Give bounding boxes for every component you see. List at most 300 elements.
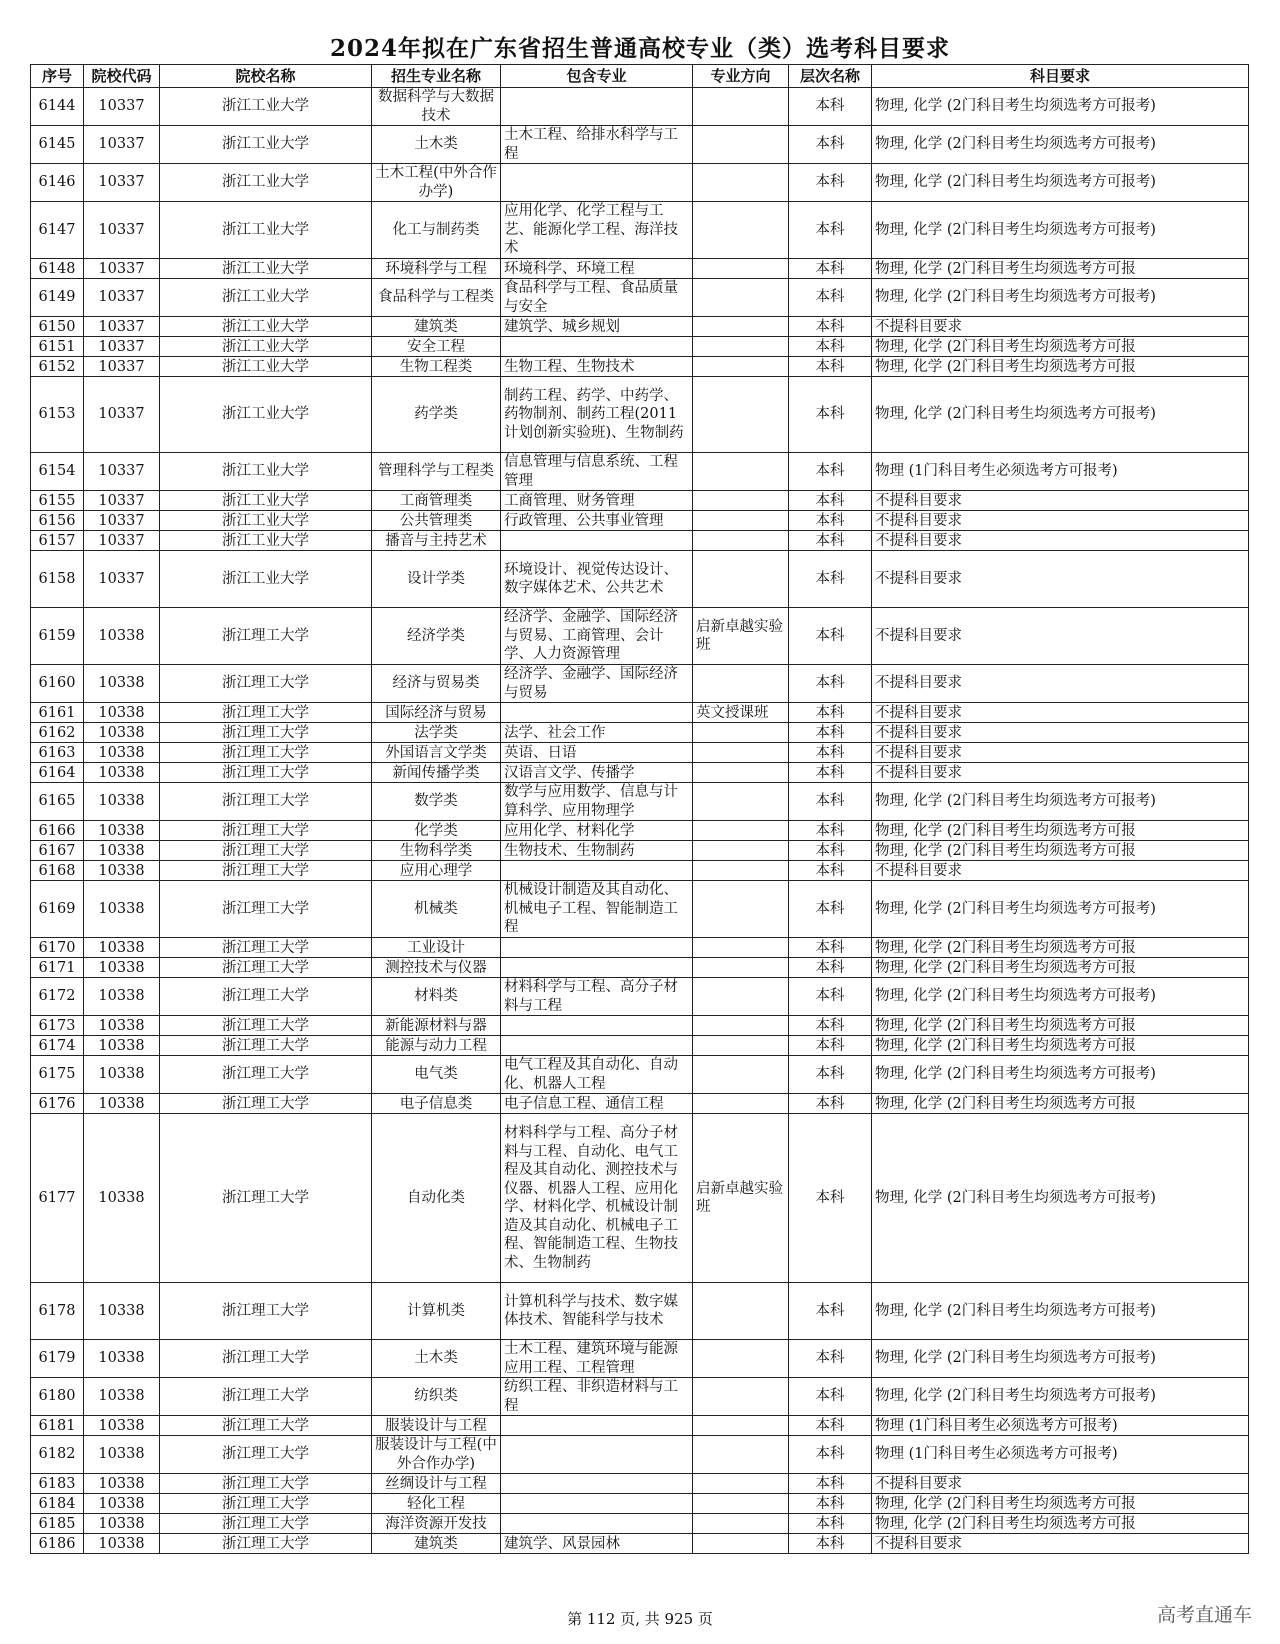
cell-code: 10337 bbox=[84, 491, 160, 511]
cell-level: 本科 bbox=[789, 1436, 872, 1474]
cell-includes bbox=[501, 88, 693, 126]
cell-seq: 6181 bbox=[31, 1416, 84, 1436]
cell-code: 10338 bbox=[84, 1094, 160, 1114]
cell-major: 生物科学类 bbox=[372, 841, 501, 861]
cell-school: 浙江理工大学 bbox=[160, 1494, 372, 1514]
cell-includes: 纺织工程、非织造材料与工程 bbox=[501, 1378, 693, 1416]
cell-direction: 英文授课班 bbox=[693, 703, 789, 723]
cell-major: 新能源材料与器 bbox=[372, 1016, 501, 1036]
cell-major: 机械类 bbox=[372, 881, 501, 938]
cell-school: 浙江工业大学 bbox=[160, 164, 372, 202]
cell-level: 本科 bbox=[789, 259, 872, 279]
cell-major: 建筑类 bbox=[372, 317, 501, 337]
cell-level: 本科 bbox=[789, 202, 872, 259]
cell-direction: 启新卓越实验班 bbox=[693, 608, 789, 665]
cell-code: 10337 bbox=[84, 88, 160, 126]
cell-req: 物理, 化学 (2门科目考生均须选考方可报 bbox=[872, 337, 1249, 357]
cell-major: 电气类 bbox=[372, 1056, 501, 1094]
cell-req: 物理, 化学 (2门科目考生均须选考方可报考) bbox=[872, 1056, 1249, 1094]
cell-req: 物理, 化学 (2门科目考生均须选考方可报考) bbox=[872, 881, 1249, 938]
cell-code: 10338 bbox=[84, 1534, 160, 1554]
cell-school: 浙江理工大学 bbox=[160, 1340, 372, 1378]
cell-seq: 6160 bbox=[31, 665, 84, 703]
cell-level: 本科 bbox=[789, 1514, 872, 1534]
cell-seq: 6150 bbox=[31, 317, 84, 337]
cell-level: 本科 bbox=[789, 491, 872, 511]
cell-seq: 6184 bbox=[31, 1494, 84, 1514]
cell-level: 本科 bbox=[789, 126, 872, 164]
cell-school: 浙江工业大学 bbox=[160, 491, 372, 511]
cell-includes bbox=[501, 531, 693, 551]
cell-direction bbox=[693, 531, 789, 551]
cell-major: 丝绸设计与工程 bbox=[372, 1474, 501, 1494]
cell-school: 浙江工业大学 bbox=[160, 357, 372, 377]
cell-school: 浙江理工大学 bbox=[160, 1416, 372, 1436]
table-row bbox=[31, 1016, 1249, 1036]
cell-level: 本科 bbox=[789, 1036, 872, 1056]
cell-school: 浙江理工大学 bbox=[160, 1016, 372, 1036]
cell-major: 管理科学与工程类 bbox=[372, 453, 501, 491]
cell-includes: 工商管理、财务管理 bbox=[501, 491, 693, 511]
cell-req: 物理, 化学 (2门科目考生均须选考方可报考) bbox=[872, 202, 1249, 259]
cell-seq: 6159 bbox=[31, 608, 84, 665]
cell-major: 测控技术与仪器 bbox=[372, 958, 501, 978]
cell-level: 本科 bbox=[789, 1016, 872, 1036]
cell-level: 本科 bbox=[789, 279, 872, 317]
col-header-level: 层次名称 bbox=[789, 65, 872, 88]
cell-req: 物理 (1门科目考生必须选考方可报考) bbox=[872, 1436, 1249, 1474]
cell-includes: 电子信息工程、通信工程 bbox=[501, 1094, 693, 1114]
table-row bbox=[31, 783, 1249, 821]
cell-includes: 信息管理与信息系统、工程管理 bbox=[501, 453, 693, 491]
cell-level: 本科 bbox=[789, 1094, 872, 1114]
cell-school: 浙江理工大学 bbox=[160, 861, 372, 881]
cell-req: 物理, 化学 (2门科目考生均须选考方可报 bbox=[872, 1494, 1249, 1514]
cell-major: 工商管理类 bbox=[372, 491, 501, 511]
cell-seq: 6153 bbox=[31, 377, 84, 453]
cell-direction bbox=[693, 453, 789, 491]
cell-code: 10338 bbox=[84, 1056, 160, 1094]
cell-major: 服装设计与工程(中外合作办学) bbox=[372, 1436, 501, 1474]
cell-major: 新闻传播学类 bbox=[372, 763, 501, 783]
cell-seq: 6148 bbox=[31, 259, 84, 279]
cell-level: 本科 bbox=[789, 763, 872, 783]
cell-includes bbox=[501, 958, 693, 978]
cell-level: 本科 bbox=[789, 164, 872, 202]
cell-seq: 6152 bbox=[31, 357, 84, 377]
cell-code: 10338 bbox=[84, 1474, 160, 1494]
cell-level: 本科 bbox=[789, 357, 872, 377]
table-row bbox=[31, 743, 1249, 763]
cell-school: 浙江理工大学 bbox=[160, 1378, 372, 1416]
table-row bbox=[31, 1056, 1249, 1094]
table-row bbox=[31, 1340, 1249, 1378]
cell-req: 不提科目要求 bbox=[872, 491, 1249, 511]
table-row bbox=[31, 608, 1249, 665]
table-row bbox=[31, 551, 1249, 608]
cell-major: 数学类 bbox=[372, 783, 501, 821]
cell-seq: 6177 bbox=[31, 1114, 84, 1283]
cell-includes: 行政管理、公共事业管理 bbox=[501, 511, 693, 531]
cell-includes bbox=[501, 1436, 693, 1474]
cell-seq: 6155 bbox=[31, 491, 84, 511]
cell-req: 不提科目要求 bbox=[872, 723, 1249, 743]
col-header-major: 招生专业名称 bbox=[372, 65, 501, 88]
cell-seq: 6156 bbox=[31, 511, 84, 531]
cell-school: 浙江工业大学 bbox=[160, 88, 372, 126]
cell-major: 生物工程类 bbox=[372, 357, 501, 377]
cell-direction bbox=[693, 978, 789, 1016]
cell-seq: 6161 bbox=[31, 703, 84, 723]
cell-seq: 6149 bbox=[31, 279, 84, 317]
cell-req: 物理, 化学 (2门科目考生均须选考方可报 bbox=[872, 938, 1249, 958]
cell-direction bbox=[693, 1436, 789, 1474]
cell-code: 10338 bbox=[84, 743, 160, 763]
cell-includes: 材料科学与工程、高分子材料与工程、自动化、电气工程及其自动化、测控技术与仪器、机器人工程、应用化学、材料化学、机械设计制造及其自动化、机械电子工程、智能制造工程、生物技术、生物制药 bbox=[501, 1114, 693, 1283]
cell-major: 服装设计与工程 bbox=[372, 1416, 501, 1436]
cell-direction bbox=[693, 511, 789, 531]
cell-seq: 6166 bbox=[31, 821, 84, 841]
cell-level: 本科 bbox=[789, 377, 872, 453]
cell-code: 10338 bbox=[84, 938, 160, 958]
cell-includes: 法学、社会工作 bbox=[501, 723, 693, 743]
cell-major: 设计学类 bbox=[372, 551, 501, 608]
cell-seq: 6144 bbox=[31, 88, 84, 126]
cell-code: 10338 bbox=[84, 881, 160, 938]
cell-code: 10338 bbox=[84, 723, 160, 743]
cell-direction bbox=[693, 881, 789, 938]
cell-major: 化学类 bbox=[372, 821, 501, 841]
cell-includes: 汉语言文学、传播学 bbox=[501, 763, 693, 783]
cell-code: 10338 bbox=[84, 1378, 160, 1416]
table-row bbox=[31, 938, 1249, 958]
cell-seq: 6186 bbox=[31, 1534, 84, 1554]
cell-major: 食品科学与工程类 bbox=[372, 279, 501, 317]
cell-level: 本科 bbox=[789, 337, 872, 357]
cell-code: 10338 bbox=[84, 665, 160, 703]
cell-school: 浙江理工大学 bbox=[160, 938, 372, 958]
cell-major: 安全工程 bbox=[372, 337, 501, 357]
cell-major: 播音与主持艺术 bbox=[372, 531, 501, 551]
table-row bbox=[31, 763, 1249, 783]
cell-includes: 数学与应用数学、信息与计算科学、应用物理学 bbox=[501, 783, 693, 821]
cell-school: 浙江理工大学 bbox=[160, 723, 372, 743]
table-row bbox=[31, 337, 1249, 357]
cell-direction bbox=[693, 337, 789, 357]
cell-school: 浙江理工大学 bbox=[160, 763, 372, 783]
table-row bbox=[31, 821, 1249, 841]
cell-includes: 应用化学、材料化学 bbox=[501, 821, 693, 841]
cell-level: 本科 bbox=[789, 531, 872, 551]
cell-school: 浙江理工大学 bbox=[160, 665, 372, 703]
cell-direction bbox=[693, 1056, 789, 1094]
cell-major: 土木工程(中外合作办学) bbox=[372, 164, 501, 202]
cell-direction bbox=[693, 202, 789, 259]
cell-school: 浙江理工大学 bbox=[160, 1114, 372, 1283]
cell-level: 本科 bbox=[789, 1056, 872, 1094]
cell-code: 10337 bbox=[84, 202, 160, 259]
cell-seq: 6171 bbox=[31, 958, 84, 978]
cell-code: 10337 bbox=[84, 453, 160, 491]
cell-code: 10337 bbox=[84, 164, 160, 202]
cell-req: 不提科目要求 bbox=[872, 551, 1249, 608]
cell-major: 纺织类 bbox=[372, 1378, 501, 1416]
cell-code: 10338 bbox=[84, 763, 160, 783]
cell-includes: 电气工程及其自动化、自动化、机器人工程 bbox=[501, 1056, 693, 1094]
page-footer: 第 112 页, 共 925 页 bbox=[567, 1610, 713, 1628]
cell-major: 药学类 bbox=[372, 377, 501, 453]
cell-major: 建筑类 bbox=[372, 1534, 501, 1554]
cell-major: 化工与制药类 bbox=[372, 202, 501, 259]
cell-school: 浙江工业大学 bbox=[160, 551, 372, 608]
cell-code: 10338 bbox=[84, 1416, 160, 1436]
cell-direction bbox=[693, 1283, 789, 1340]
cell-code: 10338 bbox=[84, 1494, 160, 1514]
cell-seq: 6169 bbox=[31, 881, 84, 938]
table-row bbox=[31, 1283, 1249, 1340]
cell-seq: 6176 bbox=[31, 1094, 84, 1114]
col-header-seq: 序号 bbox=[31, 65, 84, 88]
cell-req: 物理, 化学 (2门科目考生均须选考方可报 bbox=[872, 841, 1249, 861]
col-header-code: 院校代码 bbox=[84, 65, 160, 88]
table-row bbox=[31, 958, 1249, 978]
cell-code: 10338 bbox=[84, 978, 160, 1016]
cell-direction bbox=[693, 1016, 789, 1036]
cell-school: 浙江理工大学 bbox=[160, 958, 372, 978]
cell-req: 物理, 化学 (2门科目考生均须选考方可报 bbox=[872, 357, 1249, 377]
cell-req: 物理, 化学 (2门科目考生均须选考方可报考) bbox=[872, 88, 1249, 126]
cell-direction bbox=[693, 164, 789, 202]
cell-level: 本科 bbox=[789, 665, 872, 703]
cell-major: 能源与动力工程 bbox=[372, 1036, 501, 1056]
cell-level: 本科 bbox=[789, 511, 872, 531]
cell-code: 10338 bbox=[84, 1283, 160, 1340]
cell-direction bbox=[693, 821, 789, 841]
cell-includes: 材料科学与工程、高分子材料与工程 bbox=[501, 978, 693, 1016]
cell-level: 本科 bbox=[789, 841, 872, 861]
cell-req: 物理, 化学 (2门科目考生均须选考方可报考) bbox=[872, 978, 1249, 1016]
table-row bbox=[31, 1494, 1249, 1514]
table-row bbox=[31, 1416, 1249, 1436]
cell-school: 浙江理工大学 bbox=[160, 978, 372, 1016]
cell-code: 10337 bbox=[84, 279, 160, 317]
cell-school: 浙江理工大学 bbox=[160, 841, 372, 861]
cell-school: 浙江工业大学 bbox=[160, 202, 372, 259]
cell-includes: 应用化学、化学工程与工艺、能源化学工程、海洋技术 bbox=[501, 202, 693, 259]
cell-direction bbox=[693, 126, 789, 164]
cell-direction bbox=[693, 763, 789, 783]
cell-req: 物理, 化学 (2门科目考生均须选考方可报 bbox=[872, 1514, 1249, 1534]
cell-level: 本科 bbox=[789, 1494, 872, 1514]
cell-direction bbox=[693, 377, 789, 453]
cell-code: 10338 bbox=[84, 703, 160, 723]
table-row bbox=[31, 88, 1249, 126]
cell-code: 10338 bbox=[84, 1514, 160, 1534]
cell-req: 物理 (1门科目考生必须选考方可报考) bbox=[872, 453, 1249, 491]
cell-includes bbox=[501, 1494, 693, 1514]
cell-major: 应用心理学 bbox=[372, 861, 501, 881]
cell-includes: 计算机科学与技术、数字媒体技术、智能科学与技术 bbox=[501, 1283, 693, 1340]
cell-direction bbox=[693, 357, 789, 377]
cell-code: 10338 bbox=[84, 958, 160, 978]
cell-seq: 6170 bbox=[31, 938, 84, 958]
cell-school: 浙江理工大学 bbox=[160, 881, 372, 938]
cell-seq: 6163 bbox=[31, 743, 84, 763]
cell-req: 不提科目要求 bbox=[872, 317, 1249, 337]
table-row bbox=[31, 1094, 1249, 1114]
cell-direction bbox=[693, 88, 789, 126]
cell-req: 物理, 化学 (2门科目考生均须选考方可报考) bbox=[872, 783, 1249, 821]
cell-direction bbox=[693, 1378, 789, 1416]
cell-direction bbox=[693, 1094, 789, 1114]
cell-req: 不提科目要求 bbox=[872, 1474, 1249, 1494]
cell-direction bbox=[693, 1340, 789, 1378]
table-row bbox=[31, 453, 1249, 491]
cell-req: 物理, 化学 (2门科目考生均须选考方可报考) bbox=[872, 1340, 1249, 1378]
col-header-school: 院校名称 bbox=[160, 65, 372, 88]
cell-major: 自动化类 bbox=[372, 1114, 501, 1283]
cell-code: 10338 bbox=[84, 861, 160, 881]
table-header-row bbox=[31, 65, 1249, 88]
cell-seq: 6151 bbox=[31, 337, 84, 357]
table-row bbox=[31, 491, 1249, 511]
cell-level: 本科 bbox=[789, 1474, 872, 1494]
cell-req: 不提科目要求 bbox=[872, 531, 1249, 551]
cell-includes: 食品科学与工程、食品质量与安全 bbox=[501, 279, 693, 317]
cell-includes: 生物技术、生物制药 bbox=[501, 841, 693, 861]
cell-seq: 6185 bbox=[31, 1514, 84, 1534]
cell-code: 10337 bbox=[84, 259, 160, 279]
cell-includes: 经济学、金融学、国际经济与贸易 bbox=[501, 665, 693, 703]
cell-seq: 6175 bbox=[31, 1056, 84, 1094]
cell-school: 浙江工业大学 bbox=[160, 126, 372, 164]
cell-code: 10337 bbox=[84, 551, 160, 608]
cell-school: 浙江理工大学 bbox=[160, 743, 372, 763]
cell-req: 物理, 化学 (2门科目考生均须选考方可报 bbox=[872, 958, 1249, 978]
cell-seq: 6145 bbox=[31, 126, 84, 164]
cell-major: 计算机类 bbox=[372, 1283, 501, 1340]
cell-seq: 6179 bbox=[31, 1340, 84, 1378]
cell-seq: 6172 bbox=[31, 978, 84, 1016]
col-header-includes: 包含专业 bbox=[501, 65, 693, 88]
cell-school: 浙江理工大学 bbox=[160, 1036, 372, 1056]
cell-major: 环境科学与工程 bbox=[372, 259, 501, 279]
cell-req: 物理, 化学 (2门科目考生均须选考方可报考) bbox=[872, 126, 1249, 164]
cell-major: 经济学类 bbox=[372, 608, 501, 665]
cell-major: 工业设计 bbox=[372, 938, 501, 958]
cell-req: 物理, 化学 (2门科目考生均须选考方可报 bbox=[872, 1036, 1249, 1056]
cell-direction bbox=[693, 1474, 789, 1494]
cell-code: 10337 bbox=[84, 357, 160, 377]
cell-includes: 建筑学、风景园林 bbox=[501, 1534, 693, 1554]
table-row bbox=[31, 723, 1249, 743]
table-row bbox=[31, 1036, 1249, 1056]
cell-req: 不提科目要求 bbox=[872, 608, 1249, 665]
cell-includes bbox=[501, 1036, 693, 1056]
cell-req: 不提科目要求 bbox=[872, 703, 1249, 723]
cell-includes bbox=[501, 1016, 693, 1036]
cell-req: 物理, 化学 (2门科目考生均须选考方可报考) bbox=[872, 1378, 1249, 1416]
table-row bbox=[31, 511, 1249, 531]
cell-level: 本科 bbox=[789, 608, 872, 665]
table-row bbox=[31, 531, 1249, 551]
cell-seq: 6174 bbox=[31, 1036, 84, 1056]
cell-school: 浙江工业大学 bbox=[160, 259, 372, 279]
cell-seq: 6146 bbox=[31, 164, 84, 202]
cell-seq: 6178 bbox=[31, 1283, 84, 1340]
cell-req: 不提科目要求 bbox=[872, 743, 1249, 763]
cell-direction bbox=[693, 958, 789, 978]
cell-school: 浙江工业大学 bbox=[160, 453, 372, 491]
cell-req: 物理, 化学 (2门科目考生均须选考方可报考) bbox=[872, 279, 1249, 317]
cell-seq: 6168 bbox=[31, 861, 84, 881]
cell-direction bbox=[693, 938, 789, 958]
cell-school: 浙江工业大学 bbox=[160, 317, 372, 337]
table-row bbox=[31, 841, 1249, 861]
cell-school: 浙江理工大学 bbox=[160, 1283, 372, 1340]
table-row bbox=[31, 317, 1249, 337]
cell-seq: 6173 bbox=[31, 1016, 84, 1036]
cell-school: 浙江理工大学 bbox=[160, 1056, 372, 1094]
cell-level: 本科 bbox=[789, 1378, 872, 1416]
cell-includes: 建筑学、城乡规划 bbox=[501, 317, 693, 337]
cell-direction bbox=[693, 1494, 789, 1514]
cell-major: 外国语言文学类 bbox=[372, 743, 501, 763]
cell-major: 轻化工程 bbox=[372, 1494, 501, 1514]
col-header-direction: 专业方向 bbox=[693, 65, 789, 88]
cell-req: 物理, 化学 (2门科目考生均须选考方可报考) bbox=[872, 377, 1249, 453]
cell-req: 不提科目要求 bbox=[872, 511, 1249, 531]
cell-includes: 环境科学、环境工程 bbox=[501, 259, 693, 279]
page-title: 2024年拟在广东省招生普通高校专业（类）选考科目要求 bbox=[329, 35, 950, 62]
col-header-requirement: 科目要求 bbox=[872, 65, 1249, 88]
table-row bbox=[31, 1114, 1249, 1283]
cell-direction bbox=[693, 317, 789, 337]
cell-code: 10338 bbox=[84, 1340, 160, 1378]
cell-direction bbox=[693, 841, 789, 861]
cell-code: 10338 bbox=[84, 841, 160, 861]
cell-major: 数据科学与大数据技术 bbox=[372, 88, 501, 126]
cell-direction bbox=[693, 723, 789, 743]
cell-school: 浙江理工大学 bbox=[160, 1534, 372, 1554]
cell-direction bbox=[693, 861, 789, 881]
cell-code: 10338 bbox=[84, 608, 160, 665]
cell-code: 10338 bbox=[84, 1436, 160, 1474]
cell-level: 本科 bbox=[789, 881, 872, 938]
cell-major: 海洋资源开发技 bbox=[372, 1514, 501, 1534]
cell-school: 浙江工业大学 bbox=[160, 337, 372, 357]
cell-direction bbox=[693, 259, 789, 279]
cell-direction bbox=[693, 665, 789, 703]
table-row bbox=[31, 1378, 1249, 1416]
cell-includes bbox=[501, 1514, 693, 1534]
cell-school: 浙江理工大学 bbox=[160, 821, 372, 841]
cell-includes: 土木工程、给排水科学与工程 bbox=[501, 126, 693, 164]
cell-seq: 6180 bbox=[31, 1378, 84, 1416]
cell-includes: 环境设计、视觉传达设计、数字媒体艺术、公共艺术 bbox=[501, 551, 693, 608]
cell-school: 浙江理工大学 bbox=[160, 1474, 372, 1494]
cell-req: 物理, 化学 (2门科目考生均须选考方可报 bbox=[872, 821, 1249, 841]
cell-req: 物理, 化学 (2门科目考生均须选考方可报 bbox=[872, 1094, 1249, 1114]
cell-direction bbox=[693, 491, 789, 511]
cell-major: 经济与贸易类 bbox=[372, 665, 501, 703]
cell-includes: 经济学、金融学、国际经济与贸易、工商管理、会计学、人力资源管理 bbox=[501, 608, 693, 665]
cell-level: 本科 bbox=[789, 88, 872, 126]
cell-code: 10337 bbox=[84, 531, 160, 551]
cell-seq: 6165 bbox=[31, 783, 84, 821]
cell-level: 本科 bbox=[789, 703, 872, 723]
cell-req: 物理 (1门科目考生必须选考方可报考) bbox=[872, 1416, 1249, 1436]
